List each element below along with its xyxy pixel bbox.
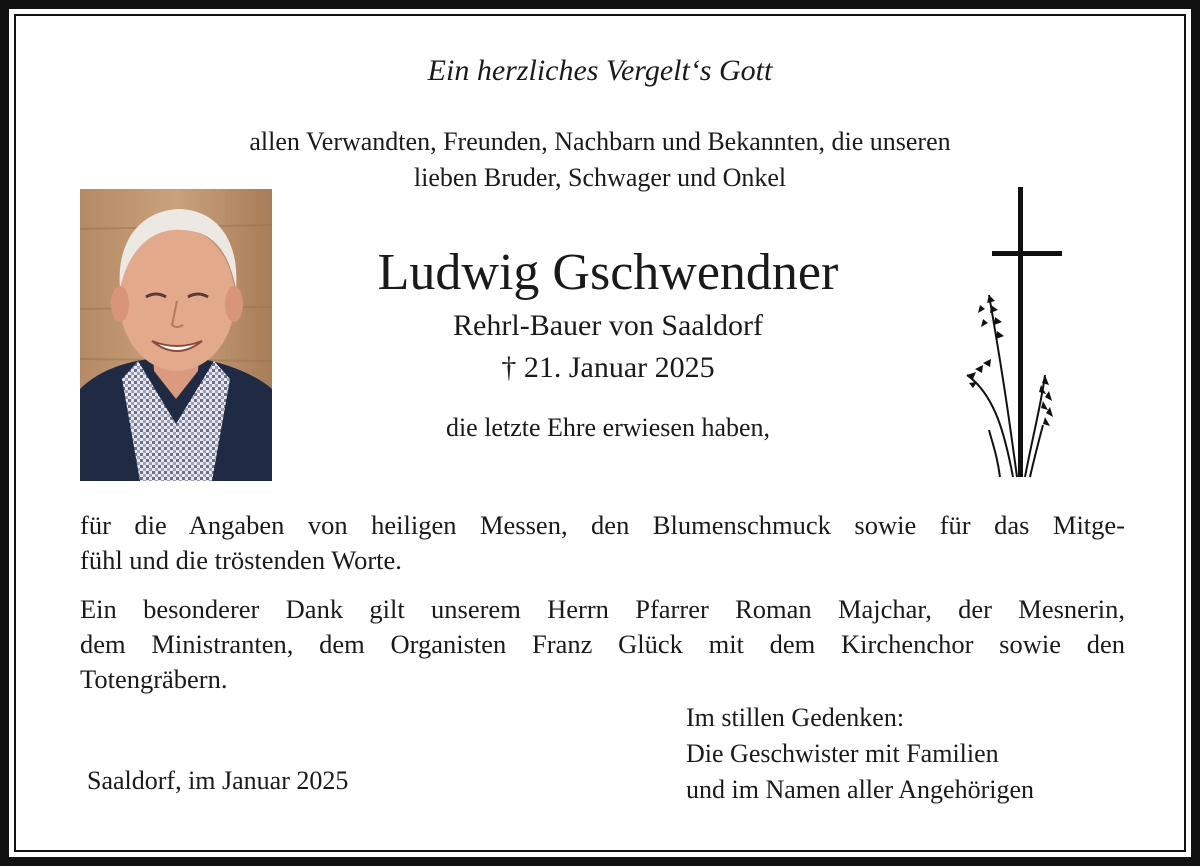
signoff-line-3: und im Namen aller Angehörigen: [686, 775, 1035, 804]
special-thanks-line-3: Totengräbern.: [80, 664, 228, 694]
signoff-line-1: Im stillen Gedenken:: [686, 703, 905, 732]
death-date: † 21. Januar 2025: [501, 351, 715, 384]
special-thanks-paragraph: [80, 592, 1125, 697]
heading: Ein herzliches Vergelt‘s Gott: [427, 54, 773, 87]
signoff: [686, 700, 1034, 808]
intro-line-1: allen Verwandten, Freunden, Nachbarn und Bekannten, die unseren: [249, 127, 951, 156]
special-thanks-line-2: dem Ministranten, dem Organisten Franz Glück mit dem Kirchenchor sowie den: [80, 629, 1125, 659]
thanks-paragraph: [80, 508, 1125, 578]
thanks-line-2: fühl und die tröstenden Worte.: [80, 545, 402, 575]
thanks-line-1: für die Angaben von heiligen Messen, den Blumenschmuck sowie für das Mitge-: [80, 510, 1125, 540]
deceased-name: Ludwig Gschwendner: [377, 244, 839, 301]
signoff-line-2: Die Geschwister mit Familien: [686, 739, 999, 768]
deceased-subtitle: Rehrl-Bauer von Saaldorf: [453, 309, 763, 342]
place-date: Saaldorf, im Januar 2025: [87, 766, 349, 795]
cross-with-wheat-icon: [955, 185, 1075, 480]
honor-line: die letzte Ehre erwiesen haben,: [445, 413, 771, 442]
portrait-photo: [80, 189, 272, 481]
intro-line-2: lieben Bruder, Schwager und Onkel: [413, 163, 787, 192]
special-thanks-line-1: Ein besonderer Dank gilt unserem Herrn Pfarrer Roman Majchar, der Mesnerin,: [80, 594, 1125, 624]
